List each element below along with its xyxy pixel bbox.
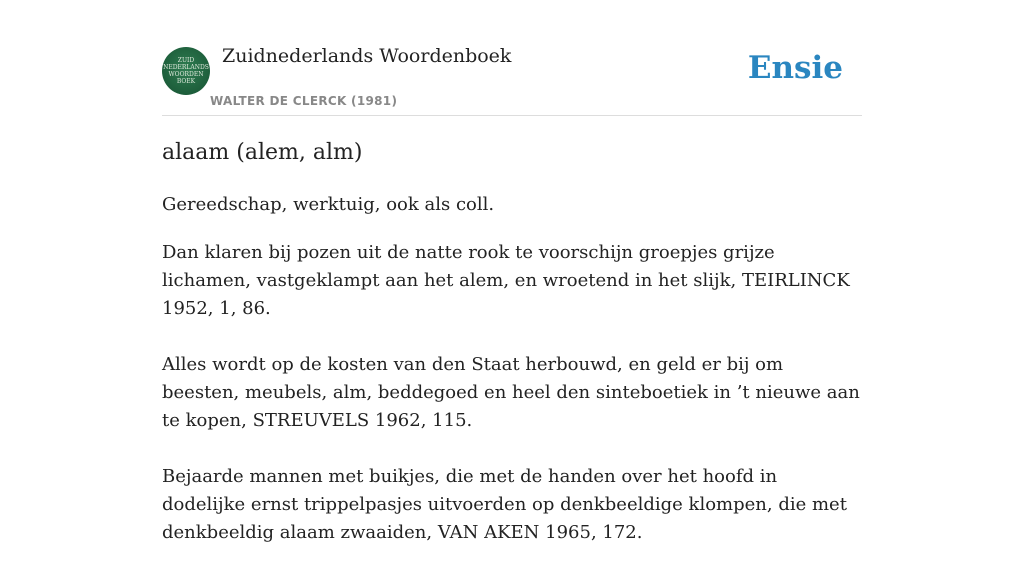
quote-paragraph: Dan klaren bij pozen uit de natte rook te voorschijn groepjes grijze lichamen, vastgeklampt aan het alem, en wroetend in het slijk, TEIRLINCK 1952, 1, 86. xyxy=(162,242,850,319)
dictionary-logo[interactable] xyxy=(162,47,210,95)
entry-definition: Gereedschap, werktuig, ook als coll. xyxy=(162,194,495,215)
quote-paragraph: Bejaarde mannen met buikjes, die met de handen over het hoofd in dodelijke ernst trippelpasjes uitvoerden op denkbeeldige klompen, die met denkbeeldig alaam zwaaiden, VAN AKEN 1965, 172. xyxy=(162,466,847,543)
entry-quotes xyxy=(162,239,862,575)
quote-paragraph: Alles wordt op de kosten van den Staat herbouwd, en geld er bij om beesten, meubels, alm, beddegoed en heel den sinteboetiek in ’t nieuwe aan te kopen, STREUVELS 1962, 115. xyxy=(162,354,860,431)
page-container xyxy=(162,0,862,543)
ensie-brand-logo[interactable]: Ensie xyxy=(747,50,843,86)
dictionary-header xyxy=(162,0,862,116)
dictionary-title-link[interactable]: Zuidnederlands Woordenboek xyxy=(222,45,512,67)
logo-text-line: NEDERLANDS xyxy=(163,64,209,71)
logo-text-line: BOEK xyxy=(176,78,196,85)
logo-text-line: WOORDEN xyxy=(168,71,204,78)
entry-headword: alaam (alem, alm) xyxy=(162,140,363,165)
logo-text-line: ZUID xyxy=(177,57,195,64)
dictionary-author: WALTER DE CLERCK (1981) xyxy=(210,94,398,108)
